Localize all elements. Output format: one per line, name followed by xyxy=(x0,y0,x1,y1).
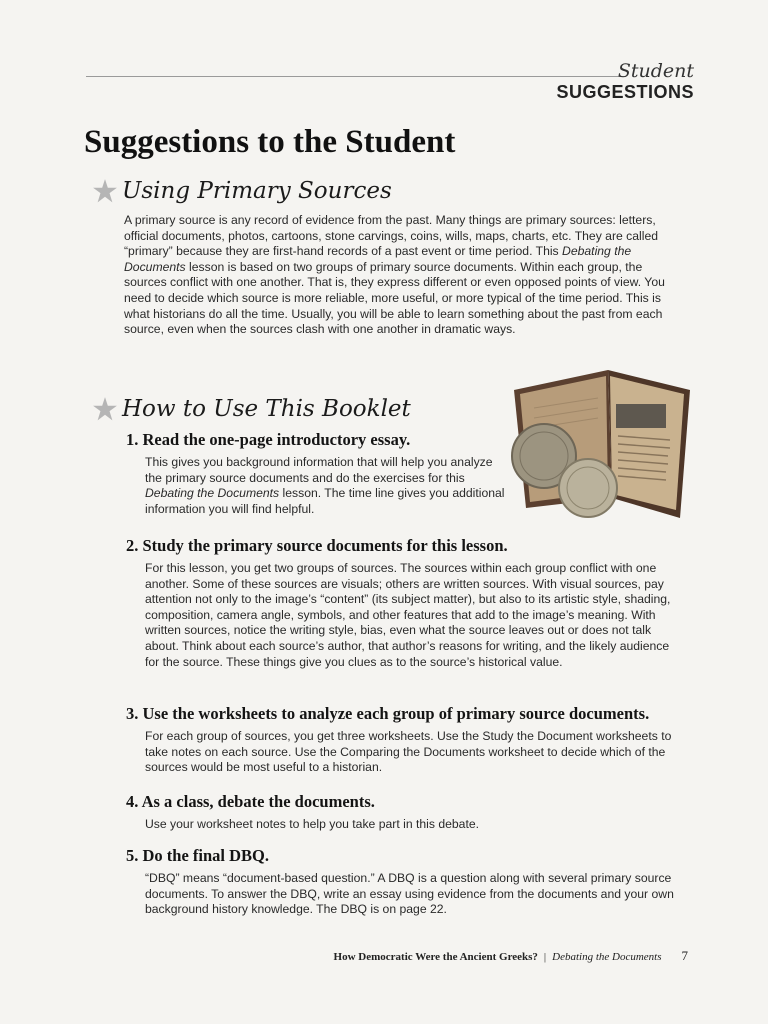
step-text: “DBQ” means “document-based question.” A DBQ is a question along with several primary source documents. To answer the DBQ, write an essay using evidence from the documents and your own background history knowledge. The DBQ is on page 22. xyxy=(145,871,674,917)
text-run: A primary source is any record of evidence from the past. Many things are primary sources: letters, official documents, photos, cartoons, stone carvings, coins, wills, maps, charts, etc. They are called “primary” because they are first-hand records of a past event or time period. This xyxy=(124,213,659,259)
page-title: Suggestions to the Student xyxy=(84,124,456,160)
intro-paragraph xyxy=(124,213,676,338)
text-run: lesson. The time line gives you additional information you will find helpful. xyxy=(145,486,505,516)
section-heading-how-to-use xyxy=(92,396,411,422)
series-title-inline: Debating the Documents xyxy=(124,244,632,274)
text-run: lesson is based on two groups of primary source documents. Within each group, the sources conflict with one another. That is, they express different or even opposed points of view. You need to decide which source is more reliable, more useful, or more typical of the time period. This is what historians do all the time. Usually, you will be able to learn something about the past from each source, even when the sources clash with one another in dramatic ways. xyxy=(124,259,665,337)
step-heading: 2. Study the primary source documents for this lesson. xyxy=(126,536,508,555)
step-heading: 5. Do the final DBQ. xyxy=(126,846,270,865)
step-text: For each group of sources, you get three worksheets. Use the Study the Document worksheets to take notes on each source. Use the Comparing the Documents worksheet to decide which of the sources would be most useful to a historian. xyxy=(145,729,672,775)
step-heading: 4. As a class, debate the documents. xyxy=(126,792,375,811)
section-title: Using Primary Sources xyxy=(122,178,392,204)
text-run: This gives you background information that will help you analyze the primary source documents and do the exercises for this xyxy=(145,455,493,485)
page-number: 7 xyxy=(681,948,688,963)
step-2 xyxy=(126,536,678,670)
header-rule xyxy=(86,76,626,77)
step-1 xyxy=(126,430,506,517)
page-footer xyxy=(334,948,688,964)
step-text: Use your worksheet notes to help you take part in this debate. xyxy=(145,817,479,831)
header-section-script: Student xyxy=(617,60,694,82)
step-3 xyxy=(126,704,678,776)
step-heading: 3. Use the worksheets to analyze each group of primary source documents. xyxy=(126,704,650,723)
old-book-and-coins-illustration xyxy=(504,368,694,530)
star-icon xyxy=(92,178,118,204)
footer-separator: | xyxy=(543,951,547,963)
header-section-caps: SUGGESTIONS xyxy=(556,82,694,102)
step-5 xyxy=(126,846,678,918)
step-text: For this lesson, you get two groups of sources. The sources within each group conflict with one another. Some of these sources are visuals; others are written sources. With visual sources, pay attention not only to the image’s “content” (its subject matter), but also to its artistic style, shading, composition, camera angle, symbols, and other features that add to the image’s meaning. With written sources, notice the writing style, bias, even what the source leaves out or does not talk about. Think about each source’s author, that author’s reasons for writing, and the likely audience for the source. These things give you clues as to the source’s historical value. xyxy=(145,561,671,669)
step-text xyxy=(126,455,506,517)
star-icon xyxy=(92,396,118,422)
step-heading: 1. Read the one-page introductory essay. xyxy=(126,430,411,449)
series-title-inline: Debating the Documents xyxy=(145,486,280,501)
footer-title: How Democratic Were the Ancient Greeks? xyxy=(333,951,538,963)
step-4 xyxy=(126,792,678,833)
section-heading-primary-sources xyxy=(92,178,392,204)
footer-series: Debating the Documents xyxy=(552,951,662,963)
section-title: How to Use This Booklet xyxy=(122,396,411,422)
